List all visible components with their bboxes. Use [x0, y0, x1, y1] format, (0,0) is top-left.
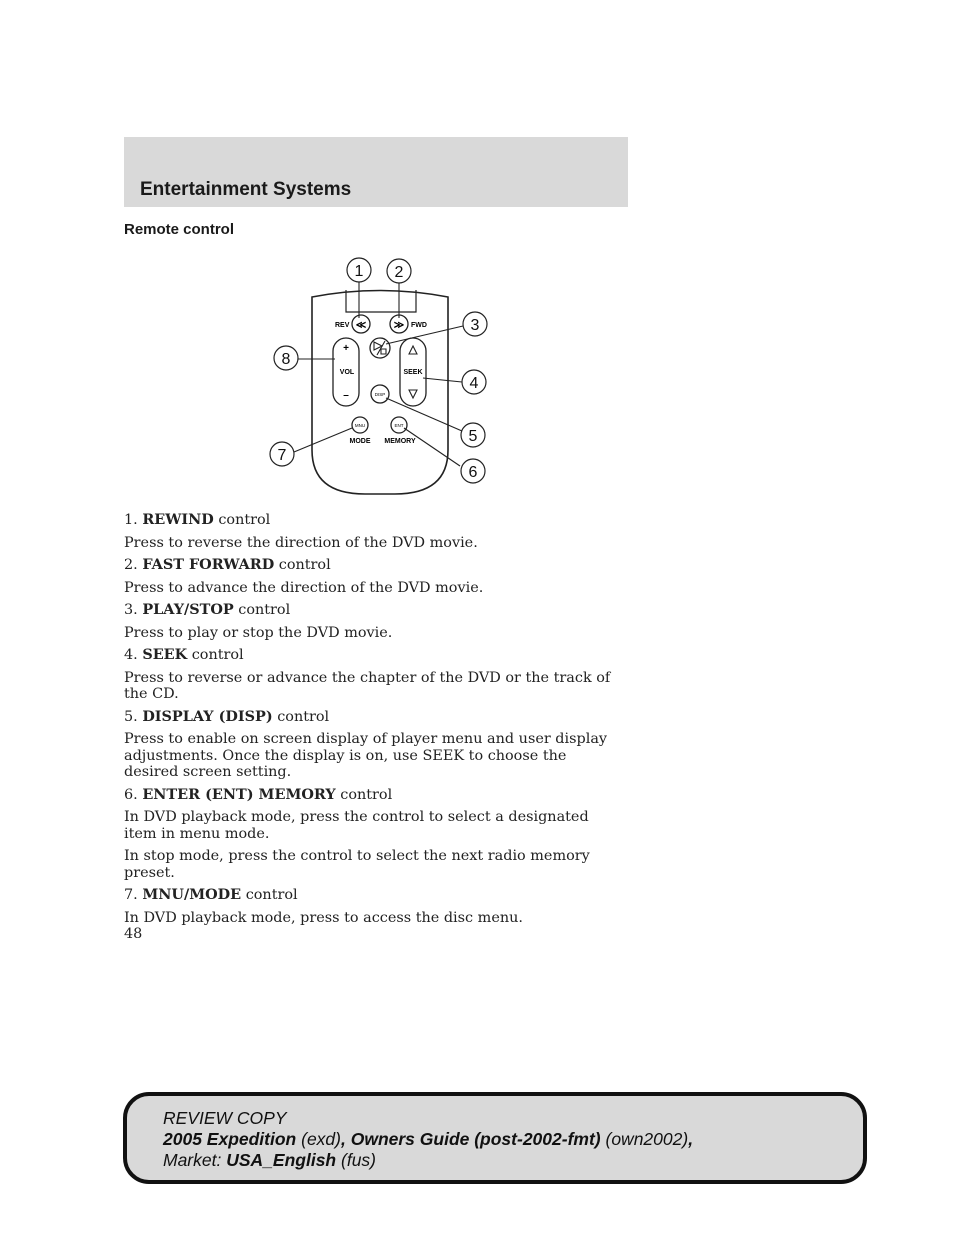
section-title: Remote control [124, 221, 235, 238]
control-desc-rewind: Press to reverse the direction of the DVD movie. [124, 534, 478, 551]
callout-label-1: 1 [354, 263, 364, 280]
control-desc-enter-memory: In DVD playback mode, press the control to select a designated item in menu mode. [124, 809, 589, 842]
vol-minus: – [343, 390, 349, 401]
callout-label-6: 6 [468, 464, 478, 481]
control-descriptions [124, 512, 620, 932]
control-desc-display: Press to enable on screen display of player menu and user display adjustments. Once the display is on, use SEEK to choose the desired screen setting. [124, 731, 608, 780]
disp-label: DISP [374, 392, 386, 397]
control-desc-menu-mode: In DVD playback mode, press to access the disc menu. [124, 909, 523, 926]
callout-label-7: 7 [277, 447, 287, 464]
footer-review-copy: REVIEW COPY [163, 1108, 287, 1128]
footer-market-line: Market: USA_English (fus) [163, 1150, 376, 1170]
ent-label: ENT [394, 423, 404, 428]
control-item-rewind: 1. REWIND control [124, 511, 271, 528]
control-item-menu-mode: 7. MNU/MODE control [124, 886, 298, 903]
control-item-enter-memory: 6. ENTER (ENT) MEMORY control [124, 785, 393, 803]
control-desc-enter-memory-stop: In stop mode, press the control to select the next radio memory preset. [124, 848, 590, 881]
header-bar [124, 137, 628, 207]
page-header-title: Entertainment Systems [140, 179, 352, 200]
footer-text [163, 1108, 693, 1171]
control-item-play-stop: 3. PLAY/STOP control [124, 601, 291, 618]
mode-label: MODE [349, 438, 371, 445]
fast-forward-icon: ≫ [393, 320, 405, 331]
review-copy-footer [123, 1092, 867, 1184]
callout-label-3: 3 [470, 317, 480, 334]
callout-label-5: 5 [468, 428, 478, 445]
callout-label-2: 2 [394, 264, 404, 281]
page-number: 48 [124, 926, 143, 942]
remote-control-diagram [266, 256, 490, 500]
rewind-icon: ≪ [355, 320, 367, 331]
control-desc-seek: Press to reverse or advance the chapter of the DVD or the track of the CD. [124, 669, 611, 702]
footer-doc-line: 2005 Expedition (exd), Owners Guide (post-2002-fmt) (own2002), [163, 1129, 694, 1149]
seek-label: SEEK [403, 369, 423, 376]
memory-label: MEMORY [384, 438, 416, 445]
control-desc-play-stop: Press to play or stop the DVD movie. [124, 624, 393, 641]
mnu-label: MNU [354, 423, 366, 428]
fwd-label: FWD [411, 322, 427, 329]
control-item-seek: 4. SEEK control [124, 646, 244, 663]
vol-plus: + [343, 343, 349, 354]
callout-label-8: 8 [281, 351, 291, 368]
vol-label: VOL [339, 369, 355, 376]
play-stop-button [370, 338, 390, 358]
control-desc-fast-forward: Press to advance the direction of the DVD movie. [124, 579, 484, 596]
callout-label-4: 4 [469, 375, 479, 392]
control-item-display: 5. DISPLAY (DISP) control [124, 707, 330, 725]
rev-label: REV [335, 322, 350, 329]
control-item-fast-forward: 2. FAST FORWARD control [124, 556, 331, 573]
